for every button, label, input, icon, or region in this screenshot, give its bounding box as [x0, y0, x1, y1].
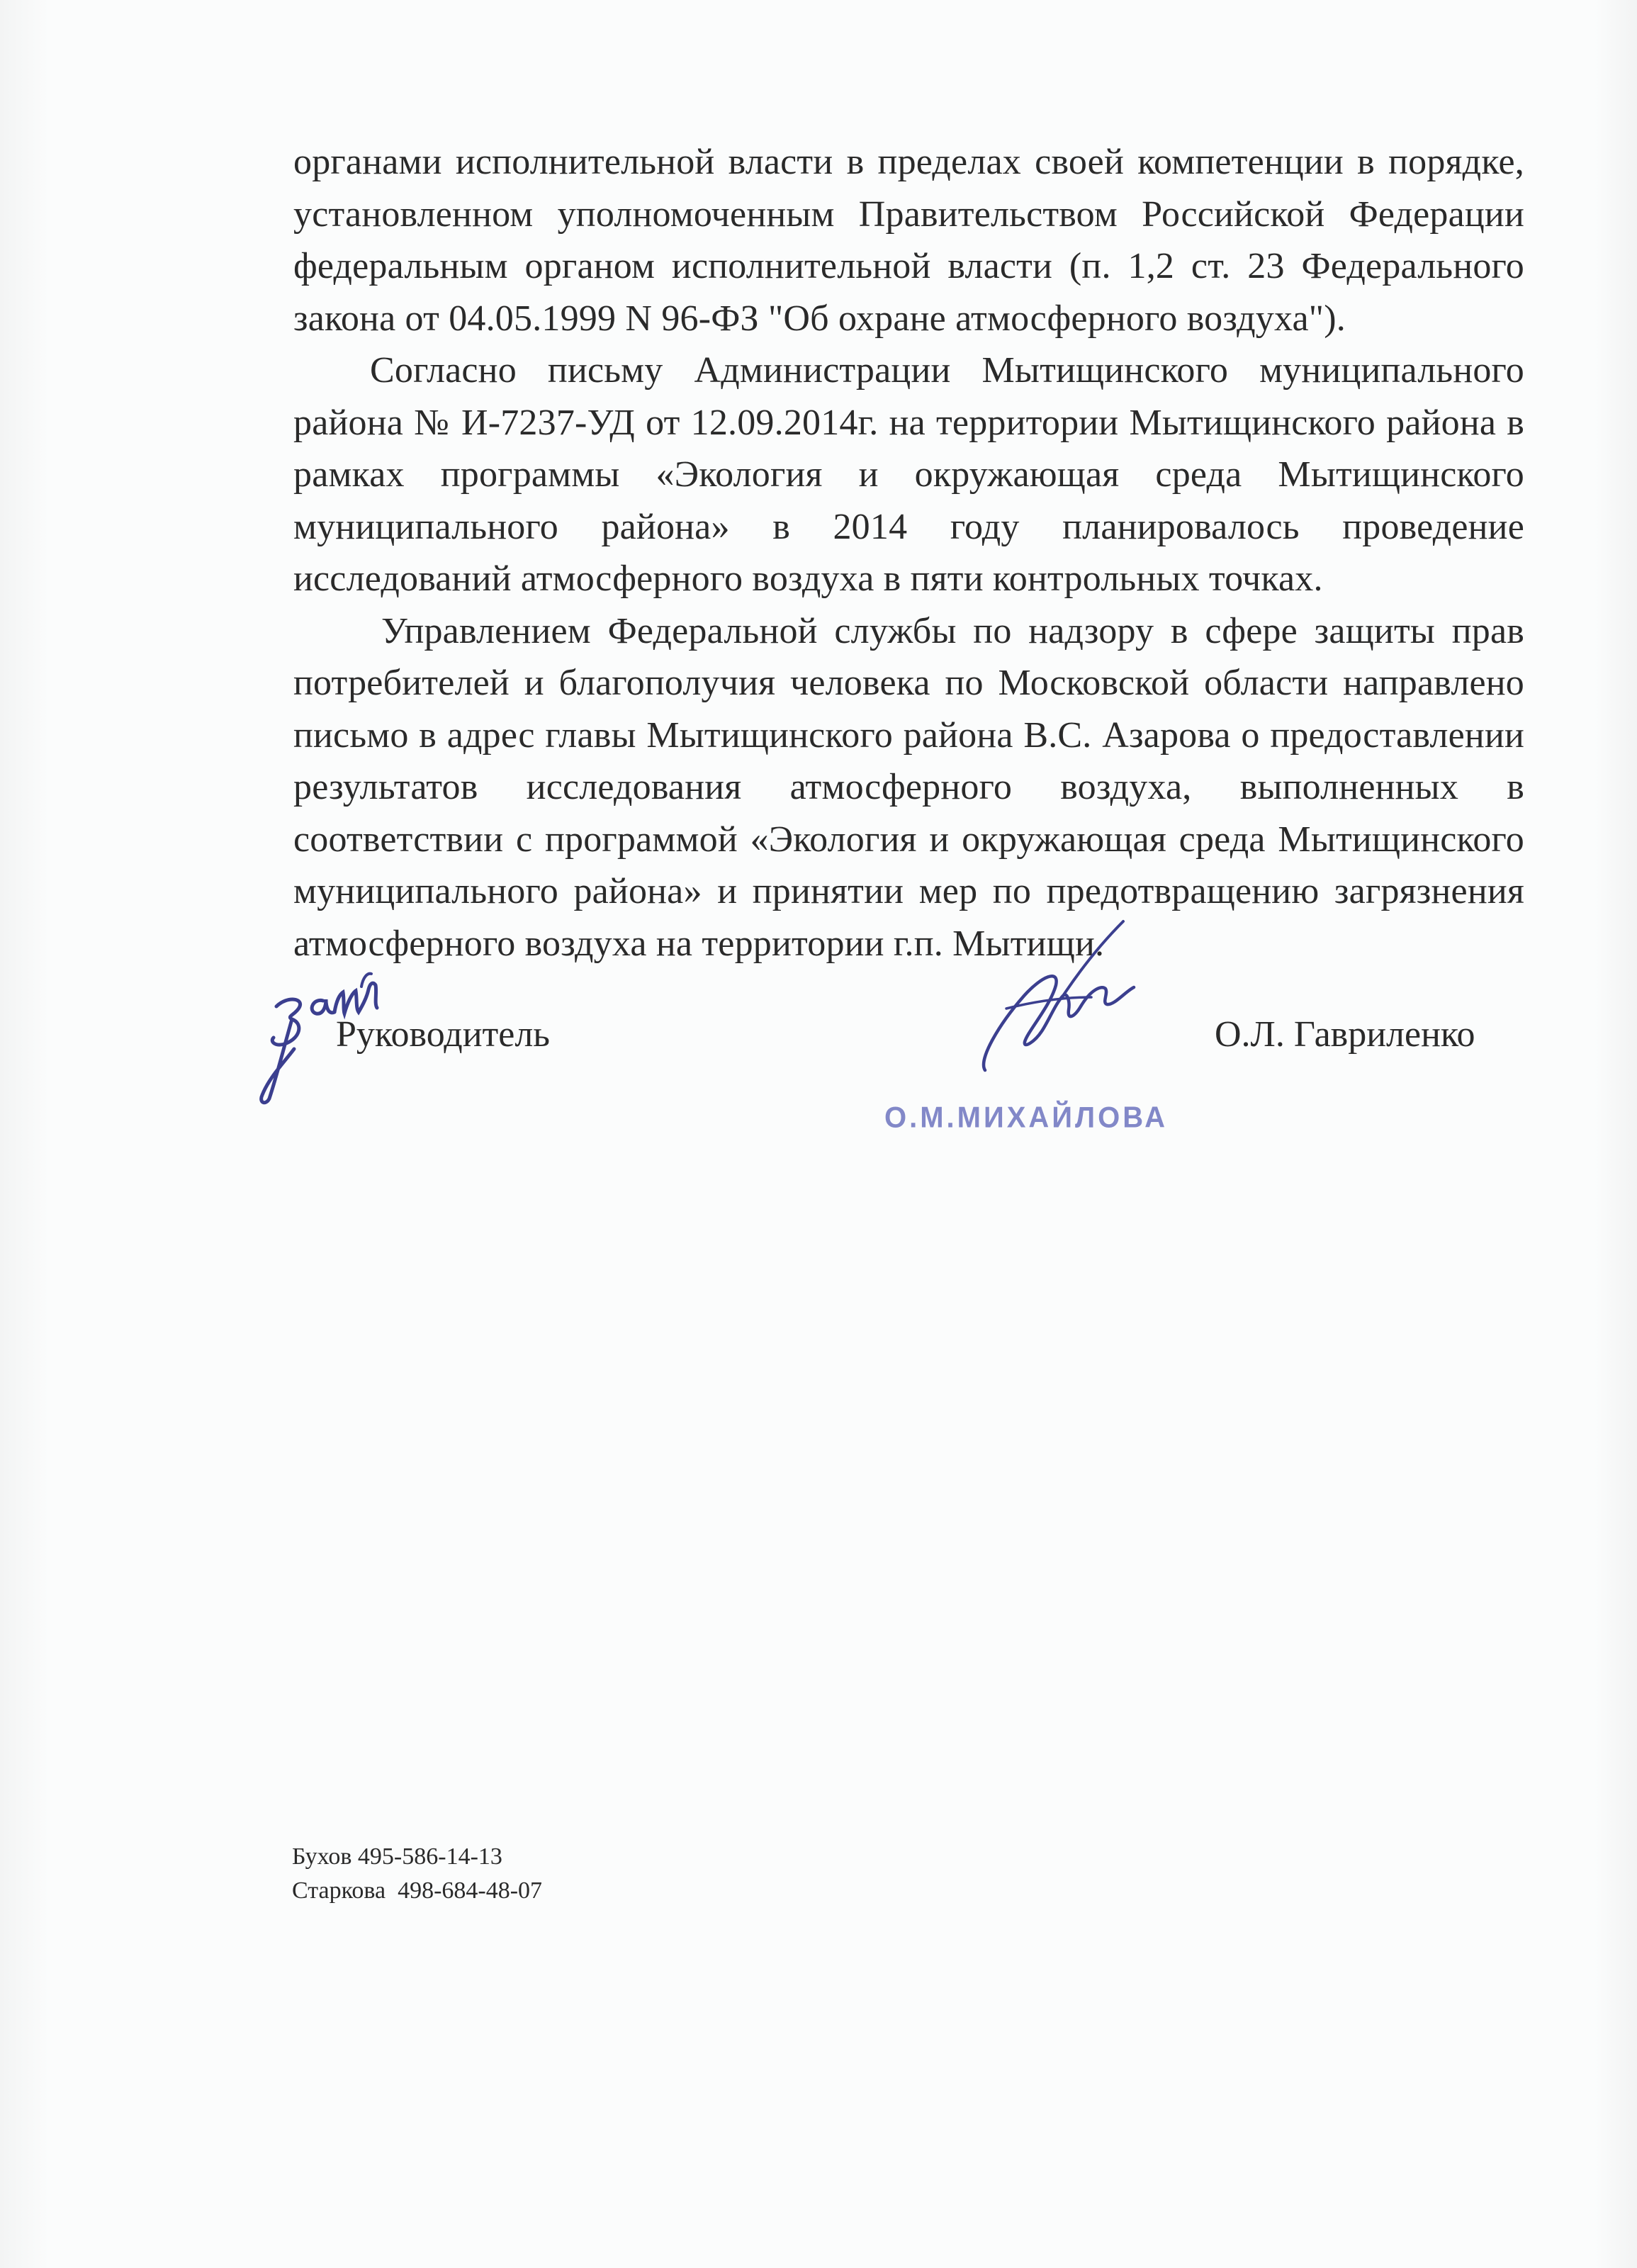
contact-list [292, 1840, 542, 1908]
paragraph-1: органами исполнительной власти в пределах своей компетенции в порядке, установленном уполномоченным Правительством Российской Федерации федеральным органом исполнительной власти (п. 1,2 ст. 23 Федерального закона от 04.05.1999 N 96-ФЗ "Об охране атмосферного воздуха"). [293, 142, 1524, 339]
contact-line: Бухов 495-586-14-13 [292, 1843, 502, 1870]
paragraph-2: Согласно письму Администрации Мытищинского муниципального района № И-7237-УД от 12.09.2014г. на территории Мытищинского района в рамках программы «Экология и окружающая среда Мытищинского муниципального района» в 2014 году планировалось проведение исследований атмосферного воздуха в пяти контрольных точках. [293, 350, 1524, 599]
handwritten-signature [957, 918, 1169, 1081]
signer-position: Руководитель [336, 1014, 550, 1055]
signature-block [0, 950, 1637, 1162]
letter-body [293, 136, 1524, 970]
paragraph-3: Управлением Федеральной службы по надзору в сфере защиты прав потребителей и благополучия человека по Московской области направлено письмо в адрес главы Мытищинского района В.С. Азарова о предоставлении результатов исследования атмосферного воздуха, выполненных в соответствии с программой «Экология и окружающая среда Мытищинского муниципального района» и принятии мер по предотвращению загрязнения атмосферного воздуха на территории г.п. Мытищи. [293, 610, 1524, 964]
signer-name: О.Л. Гавриленко [1215, 1014, 1475, 1055]
contact-line: Старкова 498-684-48-07 [292, 1877, 543, 1904]
name-stamp: О.М.МИХАЙЛОВА [884, 1101, 1169, 1135]
